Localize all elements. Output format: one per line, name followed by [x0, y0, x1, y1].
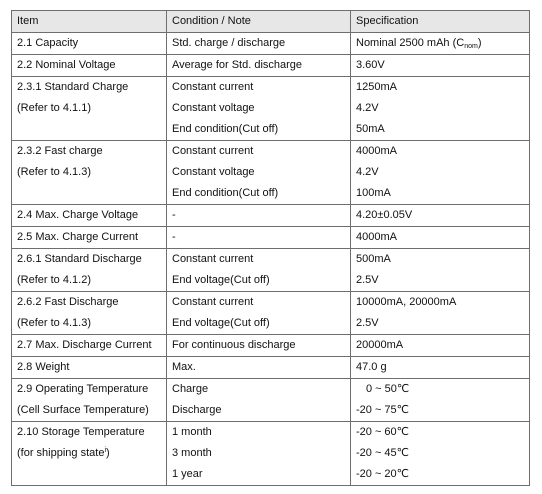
spec-value: 4.20±0.05V [356, 209, 413, 221]
spec-cell [351, 357, 530, 379]
spec-value-end: ) [477, 37, 482, 49]
condition-label: End condition(Cut off) [172, 187, 279, 199]
spec-cell [351, 55, 530, 77]
condition-cell [167, 357, 351, 379]
item-cell [12, 379, 167, 422]
item-cell [12, 141, 167, 205]
spec-value: 10000mA, 20000mA [356, 296, 457, 308]
header-condition: Condition / Note [167, 11, 351, 33]
spec-value: -20 ~ 75℃ [356, 404, 410, 416]
condition-label: Max. [172, 361, 196, 373]
condition-label: 1 month [172, 426, 212, 438]
item-note-main: (for shipping state [17, 447, 105, 459]
condition-cell [167, 379, 351, 422]
condition-cell [167, 205, 351, 227]
spec-value: 500mA [356, 253, 391, 265]
spec-value: 2.5V [356, 317, 379, 329]
table-row [12, 379, 530, 422]
condition-cell [167, 141, 351, 205]
item-note: (Refer to 4.1.2) [17, 274, 91, 286]
condition-label: End voltage(Cut off) [172, 274, 270, 286]
spec-cell [351, 249, 530, 292]
item-label: 2.1 Capacity [17, 37, 79, 49]
item-label: 2.8 Weight [17, 361, 70, 373]
item-label: 2.7 Max. Discharge Current [17, 339, 152, 351]
item-note-end: ) [106, 447, 110, 459]
spec-cell [351, 227, 530, 249]
table-row [12, 77, 530, 141]
item-cell [12, 227, 167, 249]
spec-value: -20 ~ 20℃ [356, 468, 410, 480]
condition-cell [167, 249, 351, 292]
spec-value: 47.0 g [356, 361, 387, 373]
spec-cell [351, 292, 530, 335]
spec-value: 4.2V [356, 166, 379, 178]
spec-value: 20000mA [356, 339, 404, 351]
table-row [12, 33, 530, 55]
item-cell [12, 249, 167, 292]
spec-value: 3.60V [356, 59, 385, 71]
item-label: 2.3.2 Fast charge [17, 145, 103, 157]
table-row [12, 249, 530, 292]
condition-label: - [172, 209, 176, 221]
item-cell [12, 422, 167, 486]
table-row [12, 357, 530, 379]
spec-cell [351, 205, 530, 227]
table-row [12, 205, 530, 227]
table-row [12, 335, 530, 357]
condition-label: For continuous discharge [172, 339, 296, 351]
item-label: 2.6.1 Standard Discharge [17, 253, 142, 265]
condition-label: Charge [172, 383, 209, 395]
item-label: 2.9 Operating Temperature [17, 383, 149, 395]
item-cell [12, 33, 167, 55]
item-cell [12, 55, 167, 77]
condition-label: - [172, 231, 176, 243]
condition-label: Constant voltage [172, 102, 255, 114]
item-note: (Refer to 4.1.3) [17, 317, 91, 329]
item-label: 2.6.2 Fast Discharge [17, 296, 119, 308]
item-note: (Refer to 4.1.1) [17, 102, 91, 114]
spec-table-container [11, 10, 530, 486]
spec-cell [351, 141, 530, 205]
spec-value [356, 33, 529, 54]
condition-label: Std. charge / discharge [172, 37, 286, 49]
table-row [12, 55, 530, 77]
condition-label: 1 year [172, 468, 203, 480]
spec-value-subscript: nom [464, 43, 478, 50]
item-cell [12, 77, 167, 141]
condition-cell [167, 335, 351, 357]
item-label: 2.5 Max. Charge Current [17, 231, 139, 243]
condition-cell [167, 33, 351, 55]
item-cell [12, 292, 167, 335]
condition-label: Constant current [172, 81, 254, 93]
condition-label: Discharge [172, 404, 222, 416]
spec-cell [351, 77, 530, 141]
header-item: Item [12, 11, 167, 33]
spec-value: -20 ~ 60℃ [356, 426, 410, 438]
condition-label: Constant voltage [172, 166, 255, 178]
item-cell [12, 335, 167, 357]
item-label: 2.3.1 Standard Charge [17, 81, 129, 93]
condition-cell [167, 55, 351, 77]
spec-value: 1250mA [356, 81, 397, 93]
spec-value: 4000mA [356, 145, 397, 157]
item-note-superscript: i [104, 447, 106, 454]
specification-table [11, 10, 530, 486]
spec-cell [351, 422, 530, 486]
condition-cell [167, 422, 351, 486]
item-label: 2.2 Nominal Voltage [17, 59, 116, 71]
condition-cell [167, 77, 351, 141]
condition-label: End voltage(Cut off) [172, 317, 270, 329]
spec-value: 4000mA [356, 231, 397, 243]
spec-value: 4.2V [356, 102, 379, 114]
condition-label: Constant current [172, 145, 254, 157]
header-specification: Specification [351, 11, 530, 33]
item-label: 2.4 Max. Charge Voltage [17, 209, 139, 221]
spec-value-main: Nominal 2500 mAh (C [356, 37, 465, 49]
condition-label: Constant current [172, 296, 254, 308]
spec-value: 50mA [356, 123, 385, 135]
table-row [12, 227, 530, 249]
condition-label: 3 month [172, 447, 212, 459]
item-note: (Refer to 4.1.3) [17, 166, 91, 178]
table-row [12, 422, 530, 486]
spec-value: 2.5V [356, 274, 379, 286]
table-row [12, 292, 530, 335]
spec-value: 100mA [356, 187, 391, 199]
item-cell [12, 205, 167, 227]
item-note: (Cell Surface Temperature) [17, 404, 149, 416]
table-row [12, 141, 530, 205]
item-note [17, 443, 166, 464]
header-row [12, 11, 530, 33]
condition-cell [167, 227, 351, 249]
condition-label: End condition(Cut off) [172, 123, 279, 135]
item-cell [12, 357, 167, 379]
spec-cell [351, 33, 530, 55]
spec-cell [351, 335, 530, 357]
spec-cell [351, 379, 530, 422]
condition-cell [167, 292, 351, 335]
item-label: 2.10 Storage Temperature [17, 426, 145, 438]
spec-value: -20 ~ 45℃ [356, 447, 410, 459]
condition-label: Average for Std. discharge [172, 59, 303, 71]
spec-value: 0 ~ 50℃ [366, 383, 410, 395]
condition-label: Constant current [172, 253, 254, 265]
